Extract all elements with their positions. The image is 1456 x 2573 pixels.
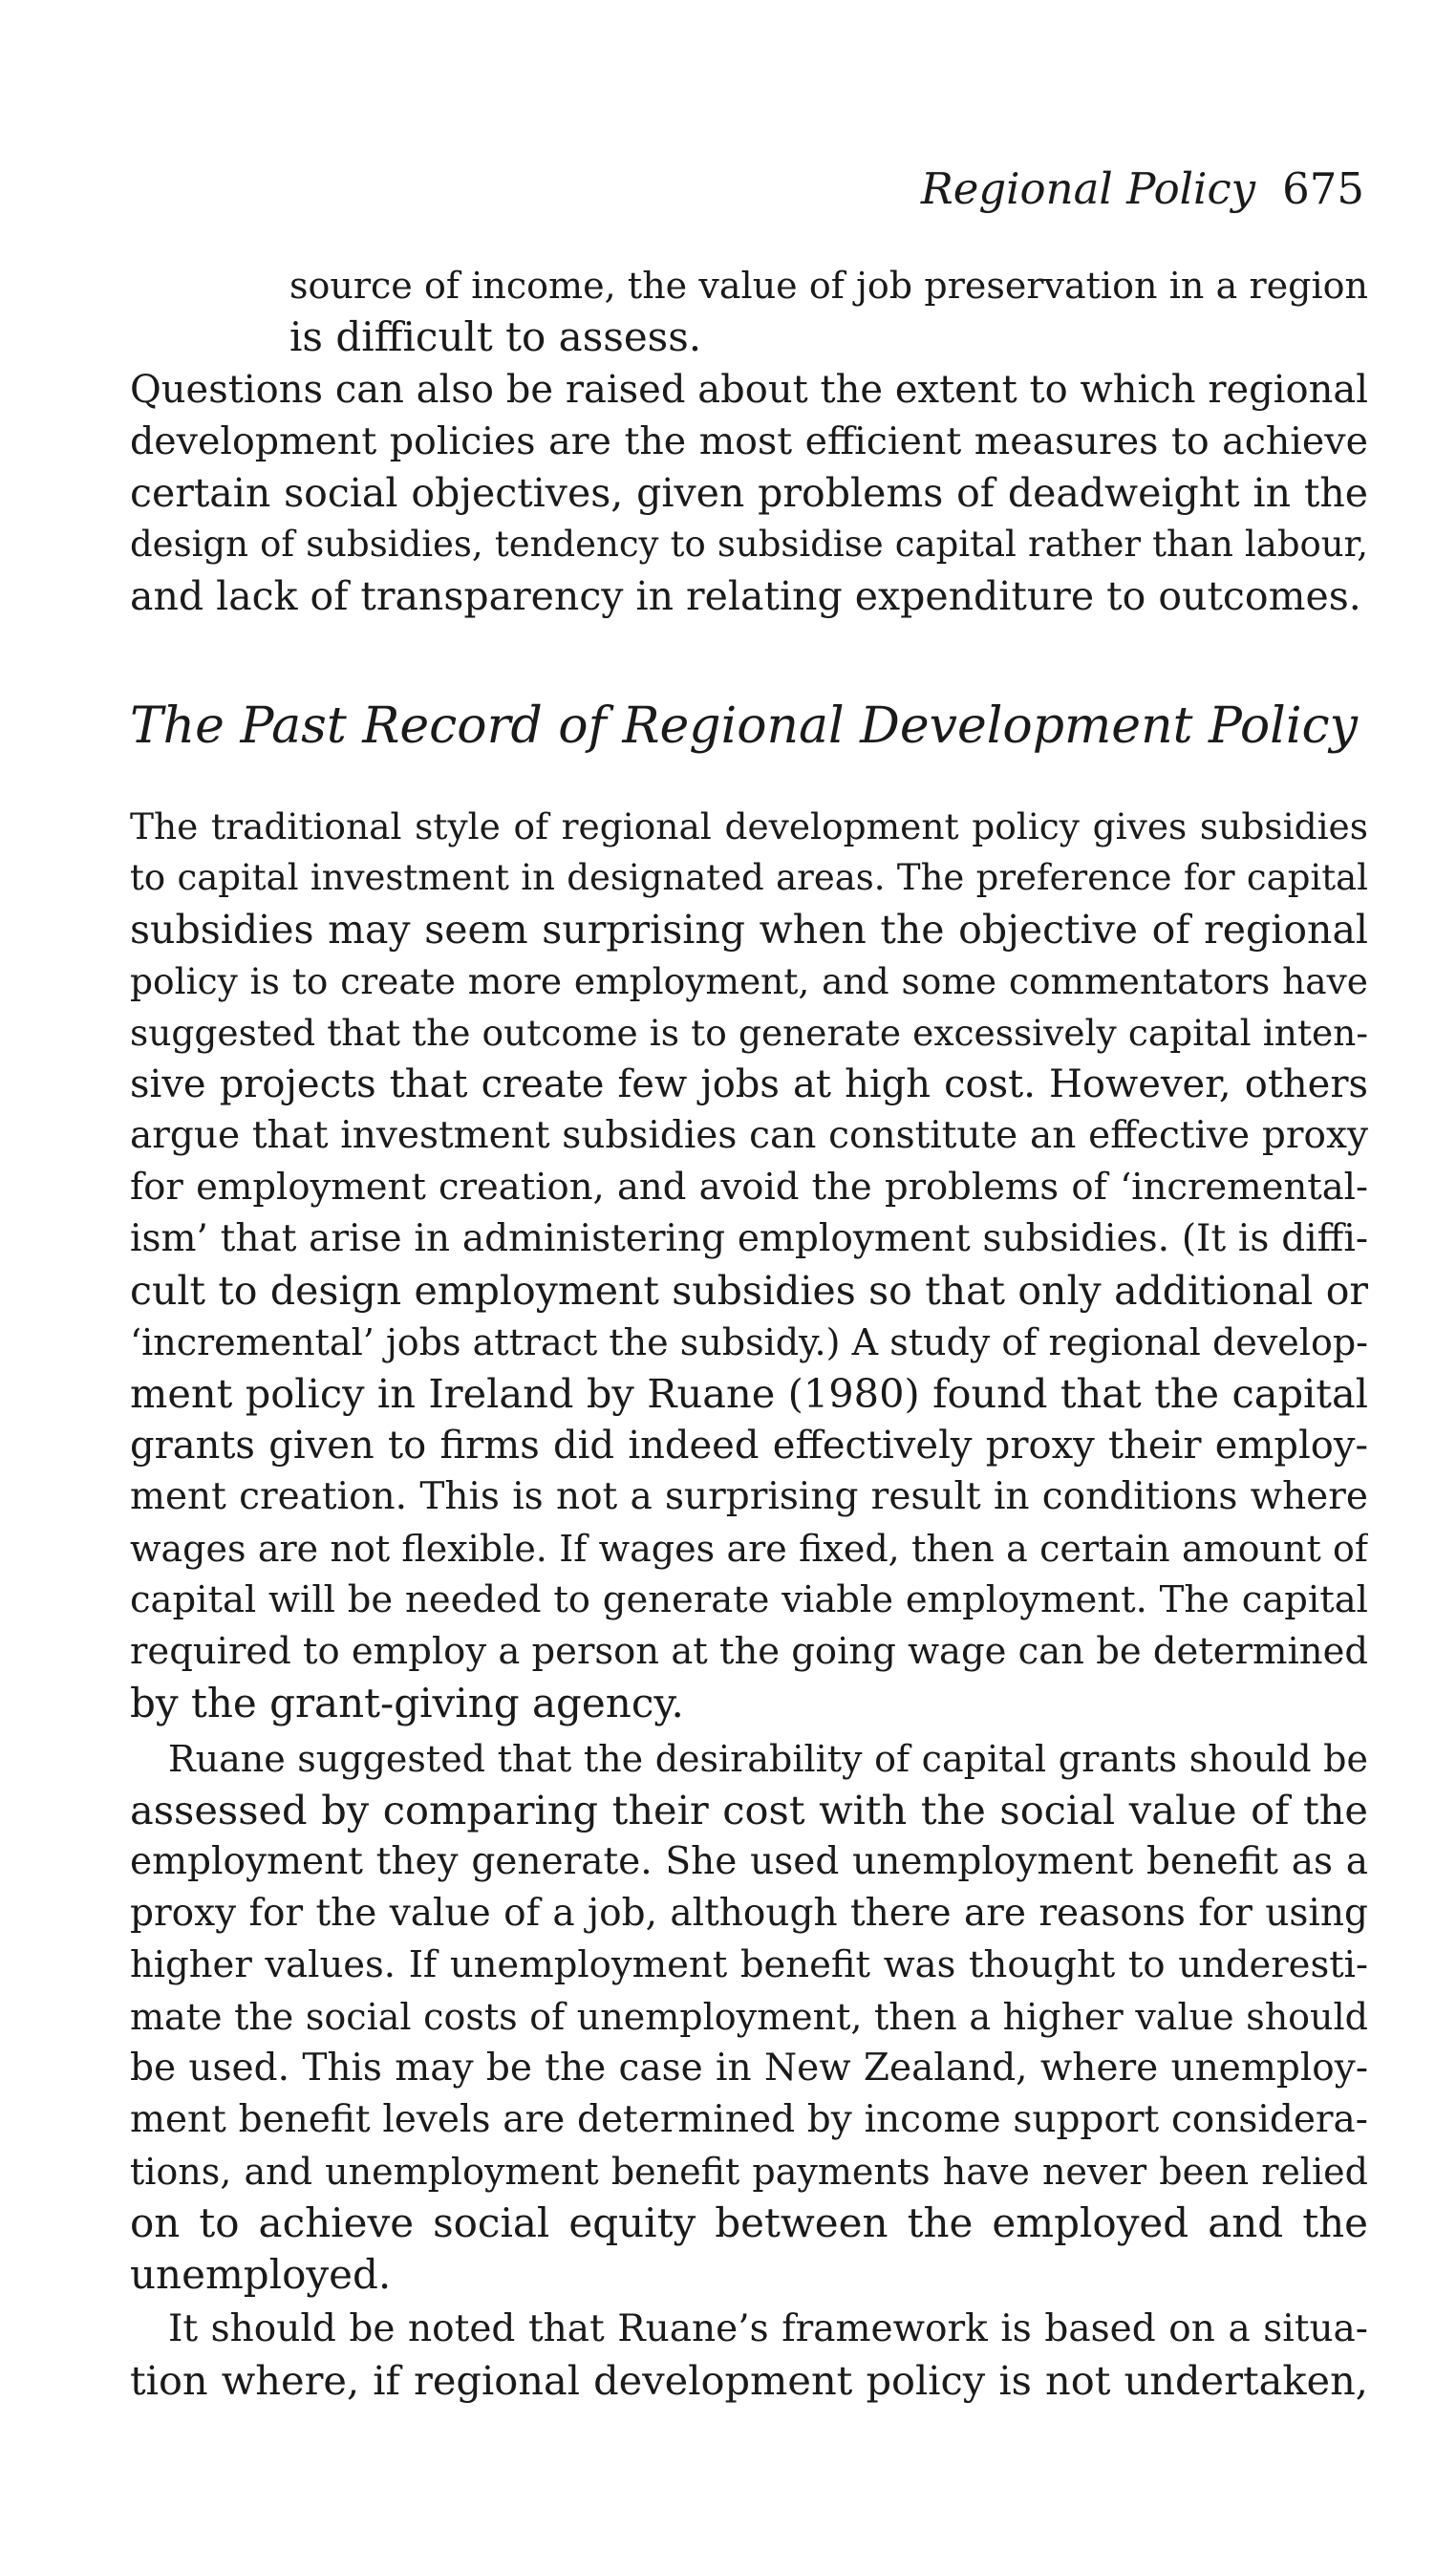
text-line: certain social objectives, given problems of deadweight in the [130, 470, 1368, 516]
running-head [921, 161, 1364, 218]
text-line: Questions can also be raised about the extent to which regional [130, 368, 1368, 412]
text-line: by the grant-giving agency. [130, 1680, 684, 1726]
text-line: development policies are the most efficient measures to achieve [130, 419, 1368, 463]
text-line: Ruane suggested that the desirability of capital grants should be [168, 1738, 1368, 1780]
text-line: ism’ that arise in administering employment subsidies. (It is diffi- [130, 1217, 1368, 1260]
text-line: ment creation. This is not a surprising result in conditions where [130, 1475, 1368, 1518]
text-line: employment they generate. She used unemployment benefit as a [130, 1840, 1368, 1883]
text-line: mate the social costs of unemployment, then a higher value should [130, 1996, 1368, 2038]
text-line: cult to design employment subsidies so that only additional or [130, 1268, 1368, 1314]
text-line: required to employ a person at the going wage can be determined [130, 1630, 1368, 1673]
text-line: ment benefit levels are determined by income support considera- [130, 2098, 1368, 2141]
text-line: tions, and unemployment benefit payments have never been relied [130, 2151, 1368, 2193]
text-line: wages are not flexible. If wages are fixed, then a certain amount of [130, 1528, 1368, 1570]
continued-quote [289, 260, 1368, 363]
text-line: suggested that the outcome is to generate excessively capital inten- [130, 1012, 1368, 1054]
text-line: is difficult to assess. [289, 313, 702, 360]
text-line: source of income, the value of job preservation in a region [289, 265, 1368, 307]
text-line: sive projects that create few jobs at high cost. However, others [130, 1062, 1368, 1106]
text-line: to capital investment in designated areas. The preference for capital [130, 857, 1368, 898]
text-line: design of subsidies, tendency to subsidise capital rather than labour, [130, 524, 1368, 565]
text-line: It should be noted that Ruane’s framework is based on a situa- [168, 2307, 1368, 2350]
section-heading: The Past Record of Regional Development Policy [130, 697, 1358, 755]
text-line: assessed by comparing their cost with the social value of the [130, 1787, 1368, 1833]
text-line: higher values. If unemployment benefit was thought to underesti- [130, 1943, 1368, 1986]
text-line: tion where, if regional development policy is not undertaken, [130, 2357, 1368, 2404]
text-line: proxy for the value of a job, although there are reasons for using [130, 1892, 1368, 1935]
text-line: ‘incremental’ jobs attract the subsidy.) A study of regional develop- [130, 1321, 1368, 1363]
text-line: The traditional style of regional development policy gives subsidies [130, 805, 1368, 847]
paragraph-questions [130, 364, 1368, 622]
text-line: policy is to create more employment, and some commentators have [130, 960, 1368, 1002]
running-title: Regional Policy [920, 163, 1256, 214]
paragraph-3 [130, 2304, 1368, 2407]
text-line: and lack of transparency in relating expenditure to outcomes. [130, 573, 1361, 619]
paragraph-1 [130, 801, 1368, 1729]
page-number: 675 [1282, 163, 1364, 214]
text-line: be used. This may be the case in New Zealand, where unemploy- [130, 2047, 1368, 2090]
text-line: on to achieve social equity between the employed and the [130, 2199, 1368, 2246]
text-line: for employment creation, and avoid the problems of ‘incremental- [130, 1166, 1368, 1209]
text-line: ment policy in Ireland by Ruane (1980) found that the capital [130, 1370, 1368, 1417]
text-line: capital will be needed to generate viable employment. The capital [130, 1578, 1368, 1621]
text-line: unemployed. [130, 2251, 392, 2298]
text-line: grants given to firms did indeed effectively proxy their employ- [130, 1424, 1368, 1468]
paragraph-2 [130, 1733, 1368, 2301]
text-line: subsidies may seem surprising when the objective of regional [130, 907, 1368, 953]
text-line: argue that investment subsidies can constitute an effective proxy [130, 1114, 1368, 1157]
